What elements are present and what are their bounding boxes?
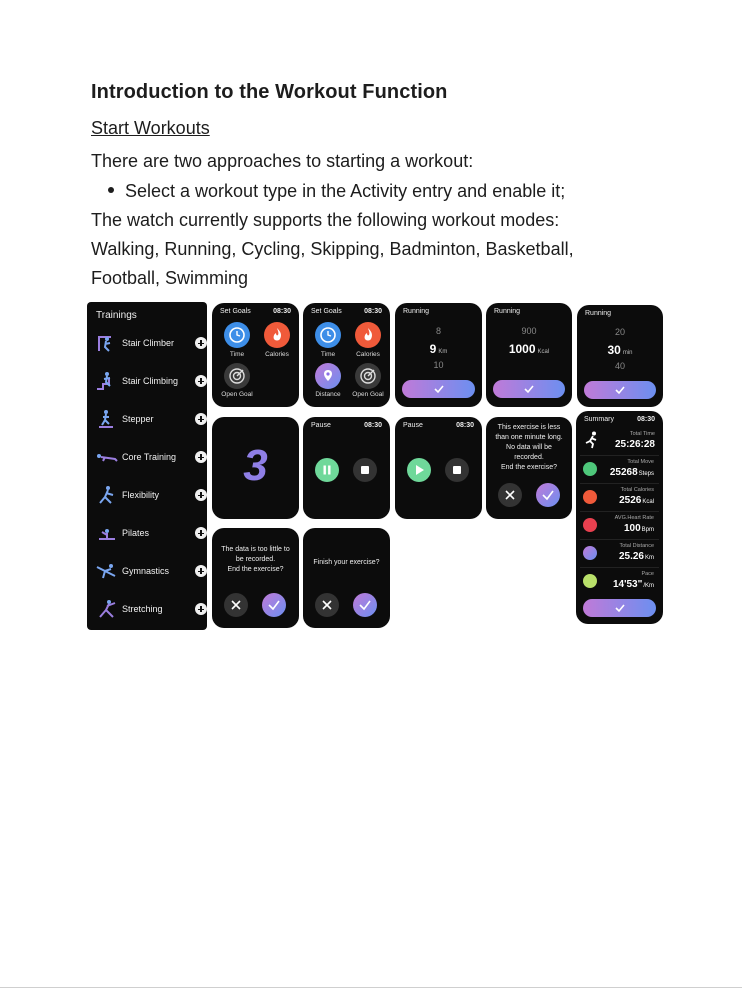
picker-prev-value: 900 [521, 326, 537, 336]
summary-label: Total Distance [619, 543, 654, 549]
modes-line-3: Football, Swimming [91, 268, 249, 288]
confirm-button[interactable] [402, 380, 475, 398]
summary-number: 2526 [619, 495, 642, 506]
screen-title: Set Goals [220, 308, 251, 315]
time-goal-icon[interactable] [315, 322, 341, 348]
clock-time: 08:30 [456, 422, 474, 429]
picker-unit: min [622, 350, 633, 356]
summary-unit: Steps [638, 471, 654, 477]
picker-unit: Km [438, 349, 448, 355]
summary-screen [576, 411, 663, 624]
stair-climbing-icon [95, 371, 119, 391]
summary-row-move [580, 455, 659, 484]
open-goal-icon[interactable] [224, 363, 250, 389]
pause-screen-a [303, 417, 390, 519]
close-icon [315, 593, 339, 617]
check-icon [523, 383, 535, 395]
summary-number: 14'53" [612, 579, 643, 590]
set-goals-screen-b [303, 303, 390, 407]
pace-icon [583, 574, 597, 588]
distance-goal-icon[interactable] [315, 363, 341, 389]
resume-button[interactable] [407, 458, 431, 482]
summary-number: 25.26 [618, 551, 644, 562]
stop-button[interactable] [353, 458, 377, 482]
picker-selected-value[interactable] [577, 343, 663, 357]
page-bottom-rule [0, 987, 742, 988]
play-icon [407, 458, 431, 482]
clock-time: 08:30 [637, 416, 655, 423]
heart-icon [583, 518, 597, 532]
dialog-message [218, 545, 293, 575]
pause-button[interactable] [315, 458, 339, 482]
time-picker-screen [577, 305, 663, 407]
trainings-screen [87, 302, 207, 630]
training-item-pilates[interactable] [93, 523, 207, 543]
summary-unit: Km [645, 555, 654, 561]
modes-line-1: The watch currently supports the following workout modes: [91, 210, 560, 230]
open-goal-label: Open Goal [352, 391, 384, 398]
clock-time: 08:30 [364, 308, 382, 315]
summary-row-pace [580, 567, 659, 596]
pause-screen-b [395, 417, 482, 519]
check-icon [353, 593, 377, 617]
picker-value: 30 [607, 343, 621, 357]
summary-value [613, 579, 654, 590]
training-item-stair-climber[interactable] [93, 333, 207, 353]
picker-value: 9 [429, 342, 437, 356]
time-goal-icon[interactable] [224, 322, 250, 348]
calories-goal-label: Calories [265, 351, 289, 358]
training-label: Stair Climber [122, 338, 175, 348]
close-icon [224, 593, 248, 617]
modes-line-2: Walking, Running, Cycling, Skipping, Badminton, Basketball, [91, 239, 574, 259]
dialog-line: recorded. [514, 454, 544, 461]
screen-title: Set Goals [311, 308, 342, 315]
time-goal-label: Time [320, 351, 336, 358]
summary-number: 100 [623, 523, 641, 534]
core-training-icon [95, 447, 119, 467]
cancel-button[interactable] [224, 593, 248, 617]
summary-label: AVG.Heart Rate [614, 515, 654, 521]
distance-goal-label: Distance [315, 391, 341, 398]
total-time-label: Total Time [629, 431, 655, 437]
check-icon [536, 483, 560, 507]
picker-prev-value: 8 [435, 326, 441, 336]
dialog-line: be recorded. [235, 556, 276, 563]
bullet-text: Select a workout type in the Activity entry and enable it; [125, 181, 566, 201]
confirm-button[interactable] [584, 381, 656, 399]
screen-title: Running [494, 308, 521, 315]
add-icon[interactable] [195, 603, 207, 615]
dialog-message [309, 558, 384, 568]
too-little-data-dialog [212, 528, 299, 628]
training-item-gymnastics[interactable] [93, 561, 207, 581]
picker-next-value: 40 [614, 361, 625, 371]
training-label: Core Training [122, 452, 177, 462]
stop-icon [445, 458, 469, 482]
calories-icon [583, 490, 597, 504]
summary-unit: Bpm [641, 527, 654, 533]
stepper-icon [95, 409, 119, 429]
running-icon [584, 431, 600, 449]
total-time-value: 25:26:28 [614, 439, 655, 450]
dialog-line: End the exercise? [227, 566, 284, 573]
stop-button[interactable] [445, 458, 469, 482]
training-item-stepper[interactable] [93, 409, 207, 429]
calories-goal-icon[interactable] [264, 322, 290, 348]
summary-row-calories [580, 483, 659, 512]
bullet-dot [108, 187, 114, 193]
pause-icon [315, 458, 339, 482]
dialog-line: This exercise is less [497, 424, 561, 431]
dialog-message [492, 423, 566, 473]
check-icon [614, 602, 626, 614]
dialog-line: End the exercise? [500, 464, 558, 471]
short-exercise-dialog [486, 417, 572, 519]
open-goal-icon[interactable] [355, 363, 381, 389]
dialog-line: The data is too little to [221, 546, 290, 553]
check-icon [262, 593, 286, 617]
summary-label: Total Move [627, 459, 654, 465]
add-icon[interactable] [195, 527, 207, 539]
training-item-stretching[interactable] [93, 599, 207, 619]
summary-label: Total Calories [620, 487, 654, 493]
picker-selected-value[interactable] [395, 342, 482, 356]
distance-picker-screen [395, 303, 482, 407]
trainings-title: Trainings [96, 310, 137, 321]
screen-title: Pause [311, 422, 331, 429]
pilates-icon [95, 523, 119, 543]
screen-title: Running [585, 310, 612, 317]
training-label: Gymnastics [122, 566, 170, 576]
picker-next-value: 10 [433, 360, 444, 370]
stop-icon [353, 458, 377, 482]
summary-label: Pace [641, 571, 654, 577]
subsection-heading: Start Workouts [91, 118, 210, 138]
training-label: Stretching [122, 604, 163, 614]
close-icon [498, 483, 522, 507]
add-icon[interactable] [195, 489, 207, 501]
calories-goal-label: Calories [356, 351, 380, 358]
finish-exercise-dialog [303, 528, 390, 628]
dialog-line: than one minute long. [495, 434, 563, 441]
calories-goal-icon[interactable] [355, 322, 381, 348]
confirm-button[interactable] [536, 483, 560, 507]
picker-prev-value: 20 [614, 327, 625, 337]
training-label: Pilates [122, 528, 150, 538]
screen-title: Summary [584, 416, 614, 423]
set-goals-screen-a [212, 303, 299, 407]
gymnastics-icon [95, 561, 119, 581]
add-icon[interactable] [195, 451, 207, 463]
clock-time: 08:30 [364, 422, 382, 429]
training-label: Stair Climbing [122, 376, 179, 386]
summary-row-distance [580, 539, 659, 568]
dialog-line: Finish your exercise? [313, 559, 380, 566]
summary-value [619, 495, 654, 506]
add-icon[interactable] [195, 413, 207, 425]
check-icon [433, 383, 445, 395]
summary-number: 25268 [609, 467, 638, 478]
stretching-icon [95, 599, 119, 619]
intro-paragraph: There are two approaches to starting a workout: [91, 151, 474, 171]
section-heading: Introduction to the Workout Function [91, 81, 448, 103]
summary-unit: /Km [643, 583, 654, 589]
countdown-screen [212, 417, 299, 519]
screen-title: Pause [403, 422, 423, 429]
training-label: Flexibility [122, 490, 160, 500]
training-label: Stepper [122, 414, 154, 424]
training-item-flexibility[interactable] [93, 485, 207, 505]
time-goal-label: Time [229, 351, 245, 358]
add-icon[interactable] [195, 565, 207, 577]
distance-icon [583, 546, 597, 560]
summary-value [619, 551, 654, 562]
training-item-stair-climbing[interactable] [93, 371, 207, 391]
add-icon[interactable] [195, 375, 207, 387]
confirm-button[interactable] [353, 593, 377, 617]
picker-value: 1000 [508, 342, 536, 356]
open-goal-label: Open Goal [221, 391, 253, 398]
flexibility-icon [95, 485, 119, 505]
confirm-button[interactable] [583, 599, 656, 617]
clock-time: 08:30 [273, 308, 291, 315]
cancel-button[interactable] [498, 483, 522, 507]
confirm-button[interactable] [262, 593, 286, 617]
add-icon[interactable] [195, 337, 207, 349]
picker-selected-value[interactable] [486, 342, 572, 356]
confirm-button[interactable] [493, 380, 565, 398]
picker-unit: Kcal [537, 349, 550, 355]
bullet-item [108, 181, 565, 202]
steps-icon [583, 462, 597, 476]
countdown-number: 3 [243, 441, 268, 490]
summary-unit: Kcal [642, 499, 654, 505]
calories-picker-screen [486, 303, 572, 407]
training-item-core-training[interactable] [93, 447, 207, 467]
screen-title: Running [403, 308, 430, 315]
stair-climber-icon [95, 333, 119, 353]
cancel-button[interactable] [315, 593, 339, 617]
dialog-line: No data will be [506, 444, 552, 451]
summary-row-heart-rate [580, 511, 659, 540]
summary-value [624, 523, 654, 534]
check-icon [614, 384, 626, 396]
summary-value [610, 467, 654, 478]
